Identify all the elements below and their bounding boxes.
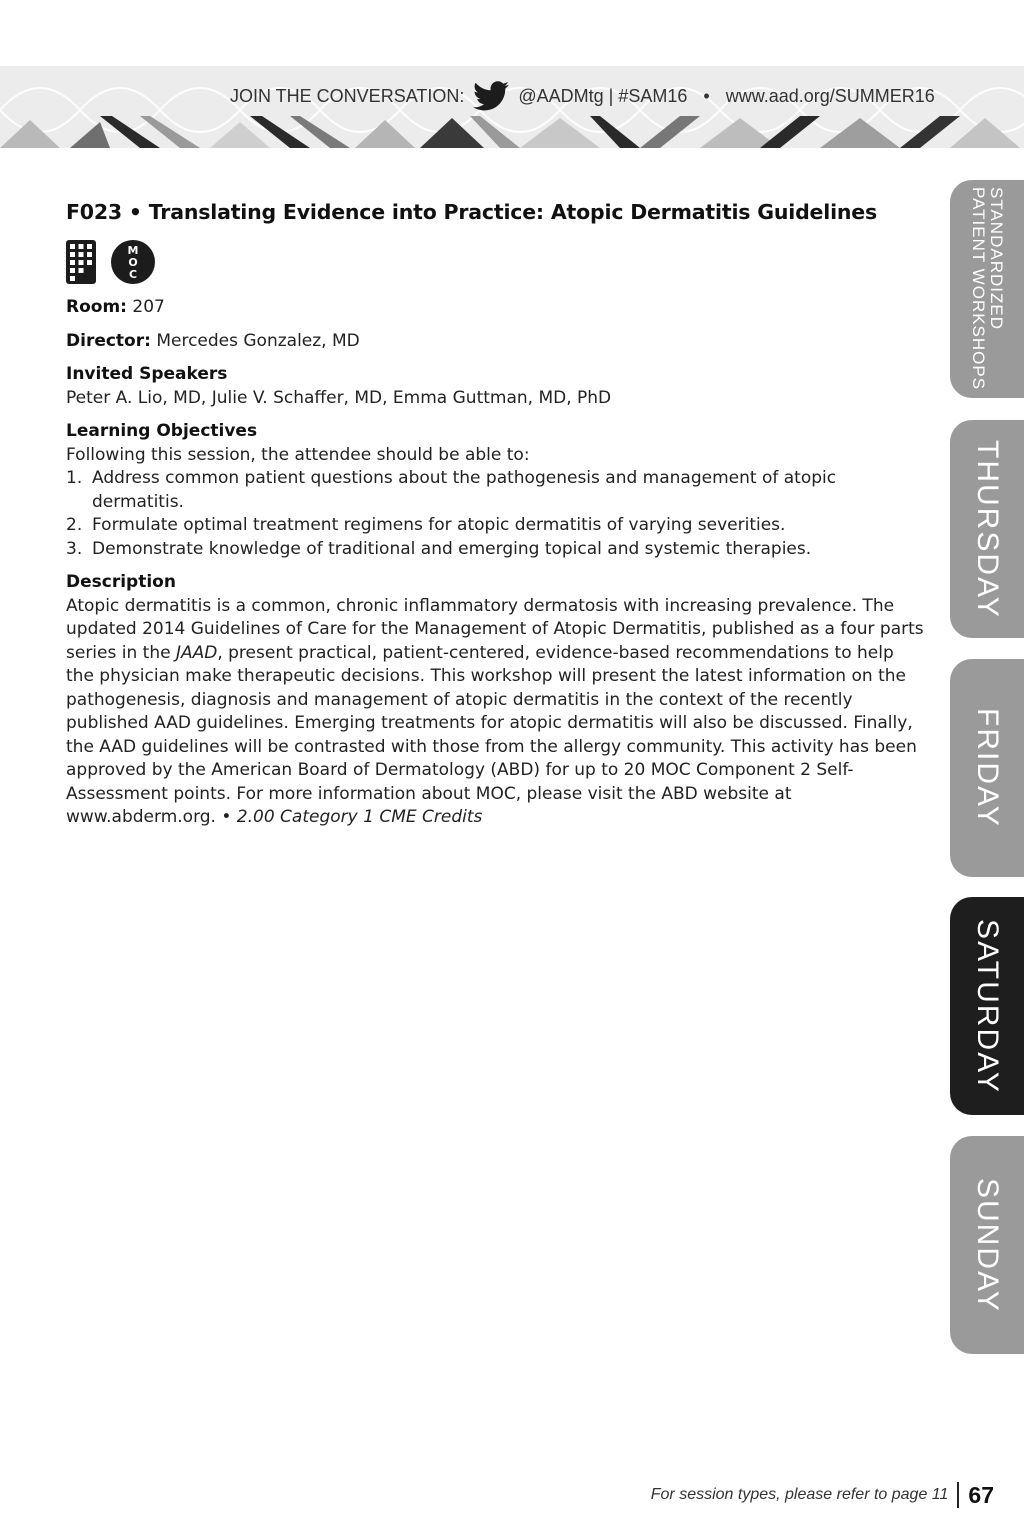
cme-credits: 2.00 Category 1 CME Credits <box>236 807 483 827</box>
session-types-note: For session types, please refer to page 11 <box>650 1486 949 1503</box>
description-text-part2: , present practical, patient-centered, evidence-based recommendations to help the physician make therapeutic decisions. This workshop will present the latest information on the pathogenesis, diagnosis and management of atopic dermatitis in the context of the recently published AAD guidelines. Emerging treatments for atopic dermatitis will also be discussed. Finally, the AAD guidelines will be contrasted with those from the allergy community. This activity has been approved by the American Board of Dermatology (ABD) for up to 20 MOC Component 2 Self-Assessment points. For more information about MOC, please visit the ABD website at www.abderm.org. • <box>66 642 917 827</box>
objective-text: Formulate optimal treatment regimens for atopic dermatitis of varying severities. <box>92 515 786 535</box>
tab-label-thursday: THURSDAY <box>971 439 1004 619</box>
objective-item <box>66 467 926 514</box>
tab-thursday[interactable] <box>950 420 1024 638</box>
description-text-part1: Atopic dermatitis is a common, chronic inflammatory dermatosis with increasing prevalence. The updated 2014 Guidelines of Care for the Management of Atopic Dermatitis, published as a four parts series in the <box>66 595 924 663</box>
objectives-list <box>66 467 926 561</box>
moc-letter-c: C <box>128 268 138 281</box>
objective-number: 2. <box>66 515 83 535</box>
tab-label-friday: FRIDAY <box>971 708 1004 828</box>
tab-line-patient-workshops: PATIENT WORKSHOPS <box>969 187 988 391</box>
objective-text: Demonstrate knowledge of traditional and emerging topical and systemic therapies. <box>92 538 812 559</box>
objectives-intro: Following this session, the attendee should be able to: <box>66 444 530 465</box>
director-field <box>66 330 926 354</box>
join-label: JOIN THE CONVERSATION: <box>230 85 465 106</box>
objectives-heading: Learning Objectives <box>66 421 258 441</box>
twitter-handle: @AADMtg | #SAM16 <box>518 85 688 106</box>
session-title: F023 • Translating Evidence into Practice: Atopic Dermatitis Guidelines <box>66 200 878 224</box>
objective-number: 1. <box>66 468 83 488</box>
moc-letter-m: M <box>127 244 139 257</box>
session-type-icons <box>66 238 926 286</box>
room-field <box>66 296 926 320</box>
moc-icon <box>110 239 156 285</box>
footer-divider <box>957 1482 959 1508</box>
objective-item <box>66 514 926 538</box>
moc-letter-o: O <box>128 256 138 269</box>
journal-name: JAAD <box>175 642 218 663</box>
objective-number: 3. <box>66 538 83 559</box>
session-content <box>66 198 926 840</box>
speakers-section <box>66 363 926 410</box>
tab-sunday[interactable] <box>950 1136 1024 1354</box>
objectives-section <box>66 420 926 561</box>
speakers-value: Peter A. Lio, MD, Julie V. Schaffer, MD, Emma Guttman, MD, PhD <box>66 387 612 408</box>
tab-label-saturday: SATURDAY <box>971 918 1004 1094</box>
room-value: 207 <box>132 297 165 317</box>
room-label: Room: <box>66 297 127 317</box>
speakers-heading: Invited Speakers <box>66 364 228 384</box>
bullet-separator: • <box>703 85 710 106</box>
workshop-grid-icon <box>66 240 96 284</box>
conversation-bar <box>228 74 937 118</box>
tab-friday[interactable] <box>950 659 1024 877</box>
tab-saturday[interactable] <box>950 897 1024 1115</box>
director-label: Director: <box>66 330 151 351</box>
tab-label-standardized <box>969 187 1005 390</box>
director-value: Mercedes Gonzalez, MD <box>156 330 360 351</box>
tab-standardized-patient-workshops[interactable] <box>950 180 1024 398</box>
objective-item <box>66 538 926 562</box>
twitter-bird-icon <box>472 81 510 111</box>
tab-label-sunday: SUNDAY <box>971 1177 1004 1313</box>
tab-line-standardized: STANDARDIZED <box>987 187 1006 331</box>
description-section <box>66 571 926 830</box>
objective-text: Address common patient questions about the pathogenesis and management of atopic dermatitis. <box>92 468 837 512</box>
page-footer <box>651 1478 994 1512</box>
page-number: 67 <box>968 1481 994 1508</box>
description-heading: Description <box>66 572 176 592</box>
description-body <box>66 595 926 830</box>
website-link[interactable]: www.aad.org/SUMMER16 <box>725 85 935 106</box>
